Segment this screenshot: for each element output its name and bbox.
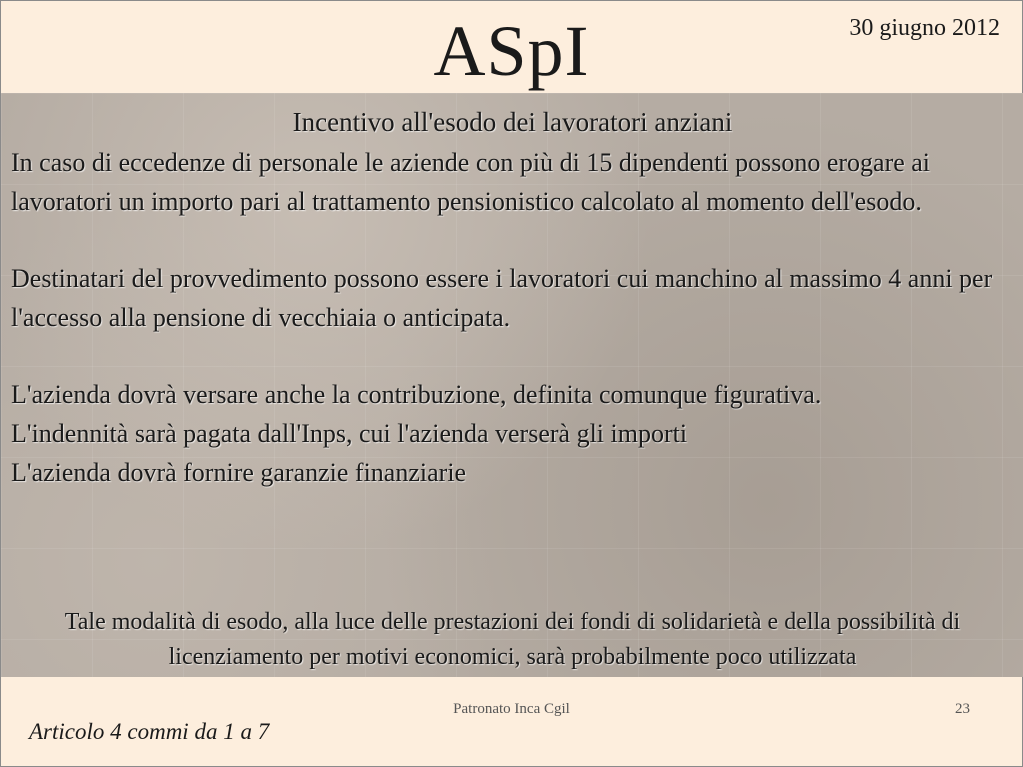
content-panel (1, 93, 1023, 677)
closing-note: Tale modalità di esodo, alla luce delle prestazioni dei fondi di solidarietà e della possibilità di licenziamento per motivi economici, sarà probabilmente poco utilizzata (64, 609, 961, 670)
paragraph-gap (11, 221, 1018, 259)
paragraph-garanzie: L'azienda dovrà fornire garanzie finanziarie (11, 458, 467, 487)
article-reference: Articolo 4 commi da 1 a 7 (29, 719, 270, 744)
paragraph-eccedenze: In caso di eccedenze di personale le aziende con più di 15 dipendenti possono erogare ai lavoratori un importo pari al trattamento pensionistico calcolato al momento dell'esodo. (11, 148, 931, 216)
paragraph-gap (11, 337, 1018, 375)
content-subtitle: Incentivo all'esodo dei lavoratori anziani (292, 107, 733, 137)
slide-title: ASpI (433, 11, 590, 91)
paragraph-destinatari: Destinatari del provvedimento possono essere i lavoratori cui manchino al massimo 4 anni per l'accesso alla pensione di vecchiaia o anticipata. (11, 264, 993, 332)
paragraph-contribuzione: L'azienda dovrà versare anche la contribuzione, definita comunque figurativa. (11, 380, 822, 409)
footer-organization: Patronato Inca Cgil (453, 701, 570, 717)
page-number: 23 (955, 701, 970, 717)
body-text (11, 143, 1018, 492)
paragraph-indennita: L'indennità sarà pagata dall'Inps, cui l'azienda verserà gli importi (11, 419, 688, 448)
slide-date: 30 giugno 2012 (849, 15, 1000, 41)
